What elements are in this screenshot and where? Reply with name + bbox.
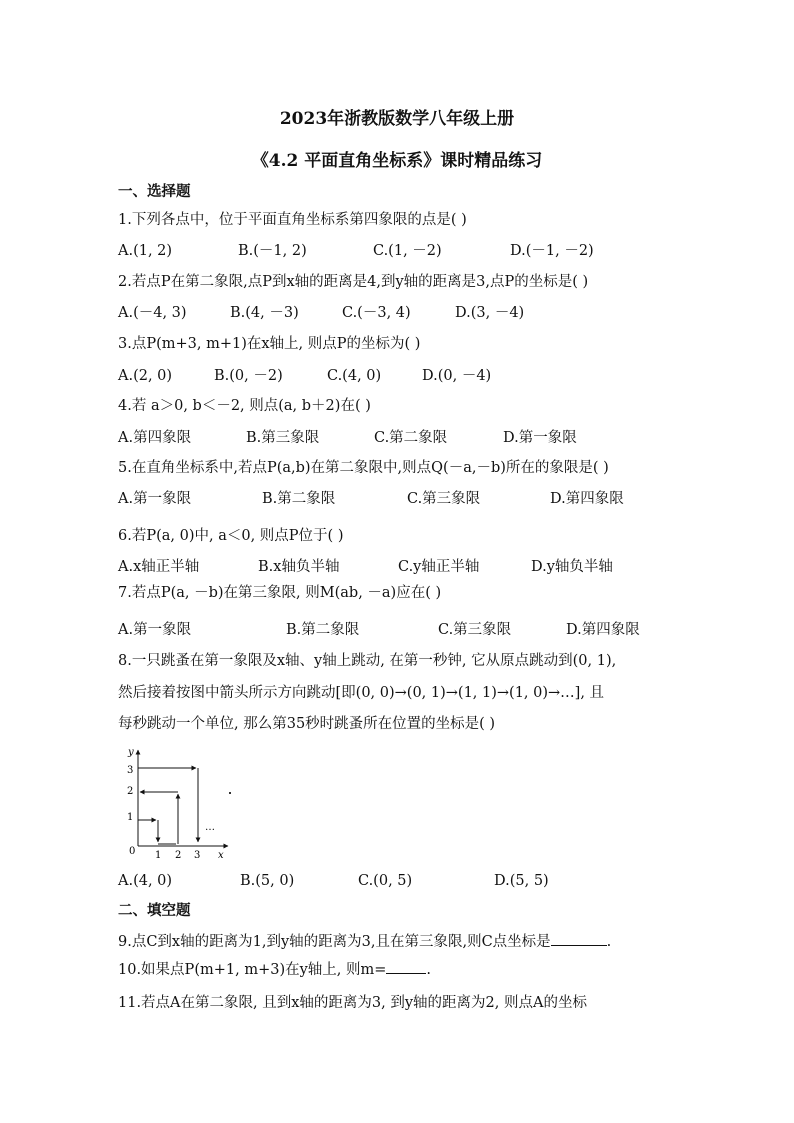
- question-8-stem-line-1: 8.一只跳蚤在第一象限及x轴、y轴上跳动, 在第一秒钟, 它从原点跳动到(0, 1),: [118, 653, 617, 669]
- y-tick-2: 2: [127, 786, 134, 797]
- q8-option-d: D.(5, 5): [494, 873, 549, 889]
- q4-option-a: A.第四象限: [118, 430, 192, 446]
- page-subtitle: 《4.2 平面直角坐标系》课时精品练习: [251, 151, 543, 171]
- q9-period: .: [606, 934, 612, 950]
- q2-option-c: C.(－3, 4): [342, 305, 411, 321]
- q1-option-c: C.(1, －2): [373, 243, 442, 259]
- q3-option-b: B.(0, －2): [214, 368, 283, 384]
- x-tick-2: 2: [175, 850, 182, 861]
- q6-option-a: A.x轴正半轴: [118, 559, 200, 575]
- question-1-stem: 1.下列各点中，位于平面直角坐标系第四象限的点是( ): [118, 212, 467, 228]
- question-2-stem: 2.若点P在第二象限,点P到x轴的距离是4,到y轴的距离是3,点P的坐标是( ): [118, 274, 589, 290]
- continuation-ellipsis: …: [205, 822, 215, 833]
- origin-label: 0: [129, 846, 136, 857]
- q8-option-a: A.(4, 0): [118, 873, 173, 889]
- q1-option-d: D.(－1, －2): [510, 243, 594, 259]
- q8-option-b: B.(5, 0): [240, 873, 295, 889]
- y-tick-3: 3: [127, 765, 134, 776]
- q4-option-b: B.第三象限: [246, 430, 320, 446]
- question-8-stem-line-2: 然后接着按图中箭头所示方向跳动[即(0, 0)→(0, 1)→(1, 1)→(1, 0)→…], 且: [118, 685, 605, 701]
- section-heading-choice: 一、选择题: [118, 183, 191, 200]
- q4-option-c: C.第二象限: [374, 430, 448, 446]
- question-9-text: 9.点C到x轴的距离为1,到y轴的距离为3,且在第三象限,则C点坐标是: [118, 934, 551, 950]
- question-11-text: 11.若点A在第二象限, 且到x轴的距离为3, 到y轴的距离为2, 则点A的坐标: [118, 995, 587, 1011]
- flea-jump-figure: [118, 742, 238, 862]
- q8-option-c: C.(0, 5): [358, 873, 413, 889]
- q5-option-b: B.第二象限: [262, 491, 336, 507]
- q3-option-d: D.(0, －4): [422, 368, 492, 384]
- question-4-stem: 4.若 a＞0, b＜－2, 则点(a, b＋2)在( ): [118, 398, 371, 414]
- stray-dot: [229, 792, 231, 794]
- x-axis-label: x: [218, 850, 224, 861]
- q5-option-d: D.第四象限: [550, 491, 624, 507]
- q3-option-c: C.(4, 0): [327, 368, 382, 384]
- x-tick-1: 1: [155, 850, 162, 861]
- y-tick-1: 1: [127, 812, 134, 823]
- q7-option-b: B.第二象限: [286, 622, 360, 638]
- question-9: [118, 931, 611, 952]
- question-6-stem: 6.若P(a, 0)中, a＜0, 则点P位于( ): [118, 528, 344, 544]
- page-title: 2023年浙教版数学八年级上册: [279, 109, 515, 129]
- question-7-stem: 7.若点P(a, －b)在第三象限, 则M(ab, －a)应在( ): [118, 585, 442, 601]
- q9-answer-blank[interactable]: [551, 931, 607, 946]
- question-3-stem: 3.点P(m+3, m+1)在x轴上, 则点P的坐标为( ): [118, 336, 421, 352]
- q7-option-d: D.第四象限: [566, 622, 640, 638]
- question-8-stem-line-3: 每秒跳动一个单位, 那么第35秒时跳蚤所在位置的坐标是( ): [118, 716, 496, 732]
- question-5-stem: 5.在直角坐标系中,若点P(a,b)在第二象限中,则点Q(－a,－b)所在的象限是( ): [118, 460, 609, 476]
- q2-option-b: B.(4, －3): [230, 305, 299, 321]
- q1-option-a: A.(1, 2): [118, 243, 173, 259]
- q3-option-a: A.(2, 0): [118, 368, 173, 384]
- q6-option-b: B.x轴负半轴: [258, 559, 340, 575]
- q2-option-d: D.(3, －4): [455, 305, 525, 321]
- q10-period: .: [426, 962, 432, 978]
- q1-option-b: B.(－1, 2): [238, 243, 307, 259]
- section-heading-fill: 二、填空题: [118, 902, 191, 919]
- y-axis-label: y: [128, 747, 134, 758]
- q10-answer-blank[interactable]: [386, 959, 426, 974]
- q7-option-c: C.第三象限: [438, 622, 512, 638]
- q6-option-c: C.y轴正半轴: [398, 559, 480, 575]
- q2-option-a: A.(－4, 3): [118, 305, 187, 321]
- q4-option-d: D.第一象限: [503, 430, 577, 446]
- x-tick-3: 3: [194, 850, 201, 861]
- q7-option-a: A.第一象限: [118, 622, 192, 638]
- question-10: [118, 959, 431, 980]
- q6-option-d: D.y轴负半轴: [531, 559, 613, 575]
- question-10-text: 10.如果点P(m+1, m+3)在y轴上, 则m=: [118, 962, 387, 978]
- q5-option-a: A.第一象限: [118, 491, 192, 507]
- q5-option-c: C.第三象限: [407, 491, 481, 507]
